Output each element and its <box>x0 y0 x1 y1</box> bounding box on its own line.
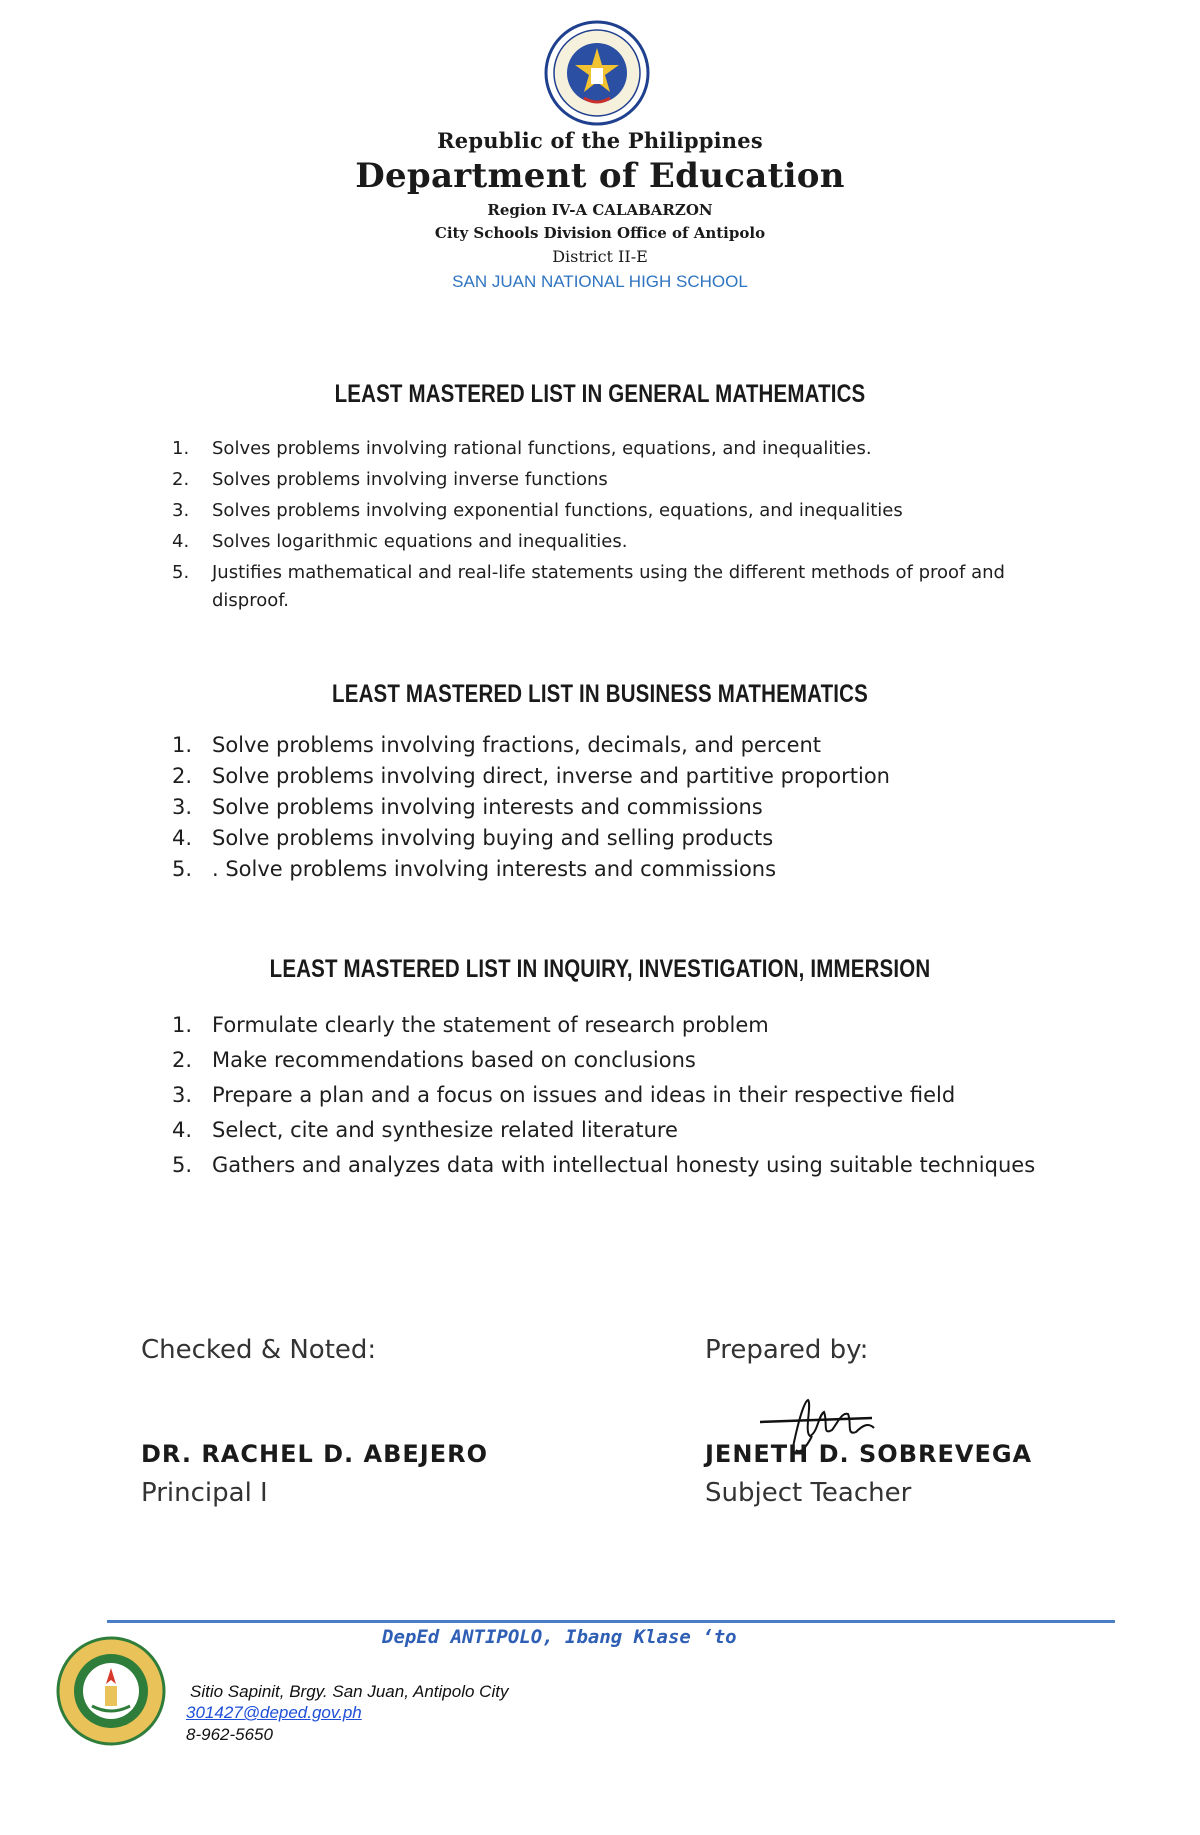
principal-position: Principal I <box>141 1478 268 1508</box>
list-item: 1. Solves problems involving rational functions, equations, and inequalities. <box>172 438 872 459</box>
list-item: 3. Solve problems involving interests and commissions <box>172 795 763 819</box>
list-item: 2. Solve problems involving direct, inverse and partitive proportion <box>172 764 890 788</box>
school-email-link[interactable]: 301427@deped.gov.ph <box>186 1703 362 1722</box>
region-line: Region IV-A CALABARZON <box>487 201 713 219</box>
footer-motto: DepEd ANTIPOLO, Ibang Klase ‘to <box>382 1626 737 1648</box>
school-address: Sitio Sapinit, Brgy. San Juan, Antipolo City <box>190 1682 509 1701</box>
principal-name: DR. RACHEL D. ABEJERO <box>141 1440 488 1468</box>
list-item: 4. Solves logarithmic equations and inequalities. <box>172 531 628 552</box>
list-item: 4. Select, cite and synthesize related literature <box>172 1118 678 1142</box>
list-item: 2. Solves problems involving inverse functions <box>172 469 608 490</box>
school-seal-logo <box>56 1636 166 1746</box>
prepared-by-label: Prepared by: <box>705 1335 869 1365</box>
school-name: SAN JUAN NATIONAL HIGH SCHOOL <box>452 272 748 291</box>
department-heading: Department of Education <box>355 156 845 196</box>
teacher-name: JENETH D. SOBREVEGA <box>705 1440 1033 1468</box>
deped-seal-logo <box>544 20 650 126</box>
business-math-list <box>172 730 1052 885</box>
general-math-list <box>172 435 1052 618</box>
list-item: 4. Solve problems involving buying and selling products <box>172 826 774 850</box>
division-line: City Schools Division Office of Antipolo <box>434 224 766 242</box>
list-item: 2. Make recommendations based on conclusions <box>172 1048 696 1072</box>
republic-heading: Republic of the Philippines <box>437 128 763 153</box>
section-title-business-math: LEAST MASTERED LIST IN BUSINESS MATHEMATICS <box>332 680 868 708</box>
list-item: 5. Justifies mathematical and real-life statements using the different methods of proof and disproof. <box>172 562 1005 611</box>
checked-noted-label: Checked & Noted: <box>141 1335 377 1365</box>
district-line: District II-E <box>552 247 648 266</box>
list-item: 5. . Solve problems involving interests and commissions <box>172 857 777 881</box>
footer-divider <box>107 1620 1115 1623</box>
list-item: 1. Formulate clearly the statement of research problem <box>172 1013 769 1037</box>
teacher-position: Subject Teacher <box>705 1478 912 1508</box>
list-item: 1. Solve problems involving fractions, decimals, and percent <box>172 733 822 757</box>
list-item: 3. Solves problems involving exponential functions, equations, and inequalities <box>172 500 903 521</box>
inquiry-list <box>172 1010 1052 1185</box>
school-phone: 8-962-5650 <box>186 1725 273 1744</box>
list-item: 3. Prepare a plan and a focus on issues and ideas in their respective field <box>172 1083 956 1107</box>
section-title-inquiry: LEAST MASTERED LIST IN INQUIRY, INVESTIGATION, IMMERSION <box>269 955 931 983</box>
list-item: 5. Gathers and analyzes data with intellectual honesty using suitable techniques <box>172 1153 1036 1177</box>
section-title-general-math: LEAST MASTERED LIST IN GENERAL MATHEMATICS <box>334 380 866 408</box>
